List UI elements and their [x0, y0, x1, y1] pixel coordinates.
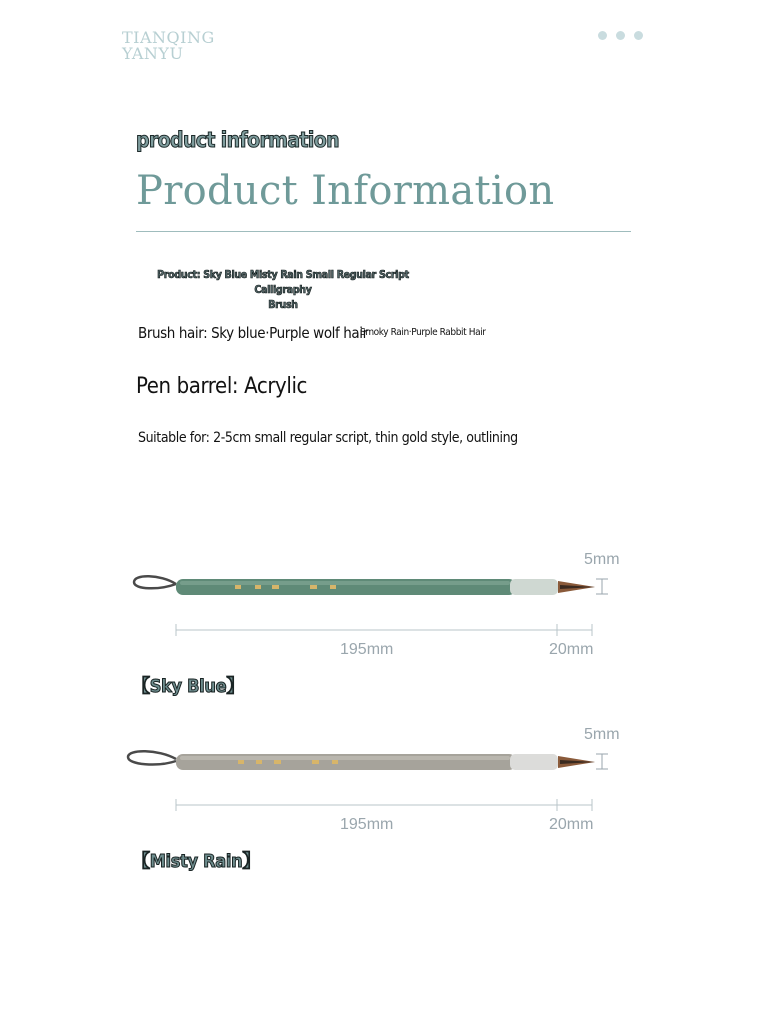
brand-logo: [122, 30, 215, 62]
misty-rain-barrel-length: 195mm: [340, 816, 394, 833]
suitable-for-text: Suitable for: 2-5cm small regular script, thin gold style, outlining: [138, 430, 518, 446]
pen-ferrule: [510, 754, 558, 770]
three-dots-icon[interactable]: [598, 31, 643, 40]
sky-blue-tip-length: 20mm: [549, 641, 594, 658]
dot: [598, 31, 607, 40]
dot: [634, 31, 643, 40]
brush-hair-note: Smoky Rain·Purple Rabbit Hair: [360, 327, 486, 338]
page-title: Product Information: [136, 168, 555, 214]
barrel-highlight: [180, 581, 510, 585]
barrel-highlight: [180, 756, 510, 760]
misty-rain-tip-length: 20mm: [549, 816, 594, 833]
misty-rain-label: 【Misty Rain】: [132, 851, 261, 872]
sky-blue-tip-width: 5mm: [584, 551, 620, 568]
brush-hair-text: Brush hair: Sky blue·Purple wolf hair: [138, 324, 368, 342]
pen-ferrule: [510, 579, 558, 595]
dot: [616, 31, 625, 40]
section-outline-title: product information: [136, 128, 340, 152]
brand-line-1: TIANQING: [122, 28, 215, 47]
title-divider: [136, 231, 631, 232]
brand-line-2: YANYU: [122, 44, 184, 63]
hanging-loop: [128, 751, 176, 764]
product-name: [138, 268, 428, 313]
product-name-line-2: Brush: [268, 299, 298, 311]
sky-blue-barrel-length: 195mm: [340, 641, 394, 658]
hanging-loop: [134, 576, 176, 588]
sky-blue-label: 【Sky Blue】: [132, 676, 245, 697]
product-name-line-1: Product: Sky Blue Misty Rain Small Regular Script Calligraphy: [157, 269, 409, 296]
pen-barrel-text: Pen barrel: Acrylic: [136, 374, 308, 399]
misty-rain-tip-width: 5mm: [584, 726, 620, 743]
